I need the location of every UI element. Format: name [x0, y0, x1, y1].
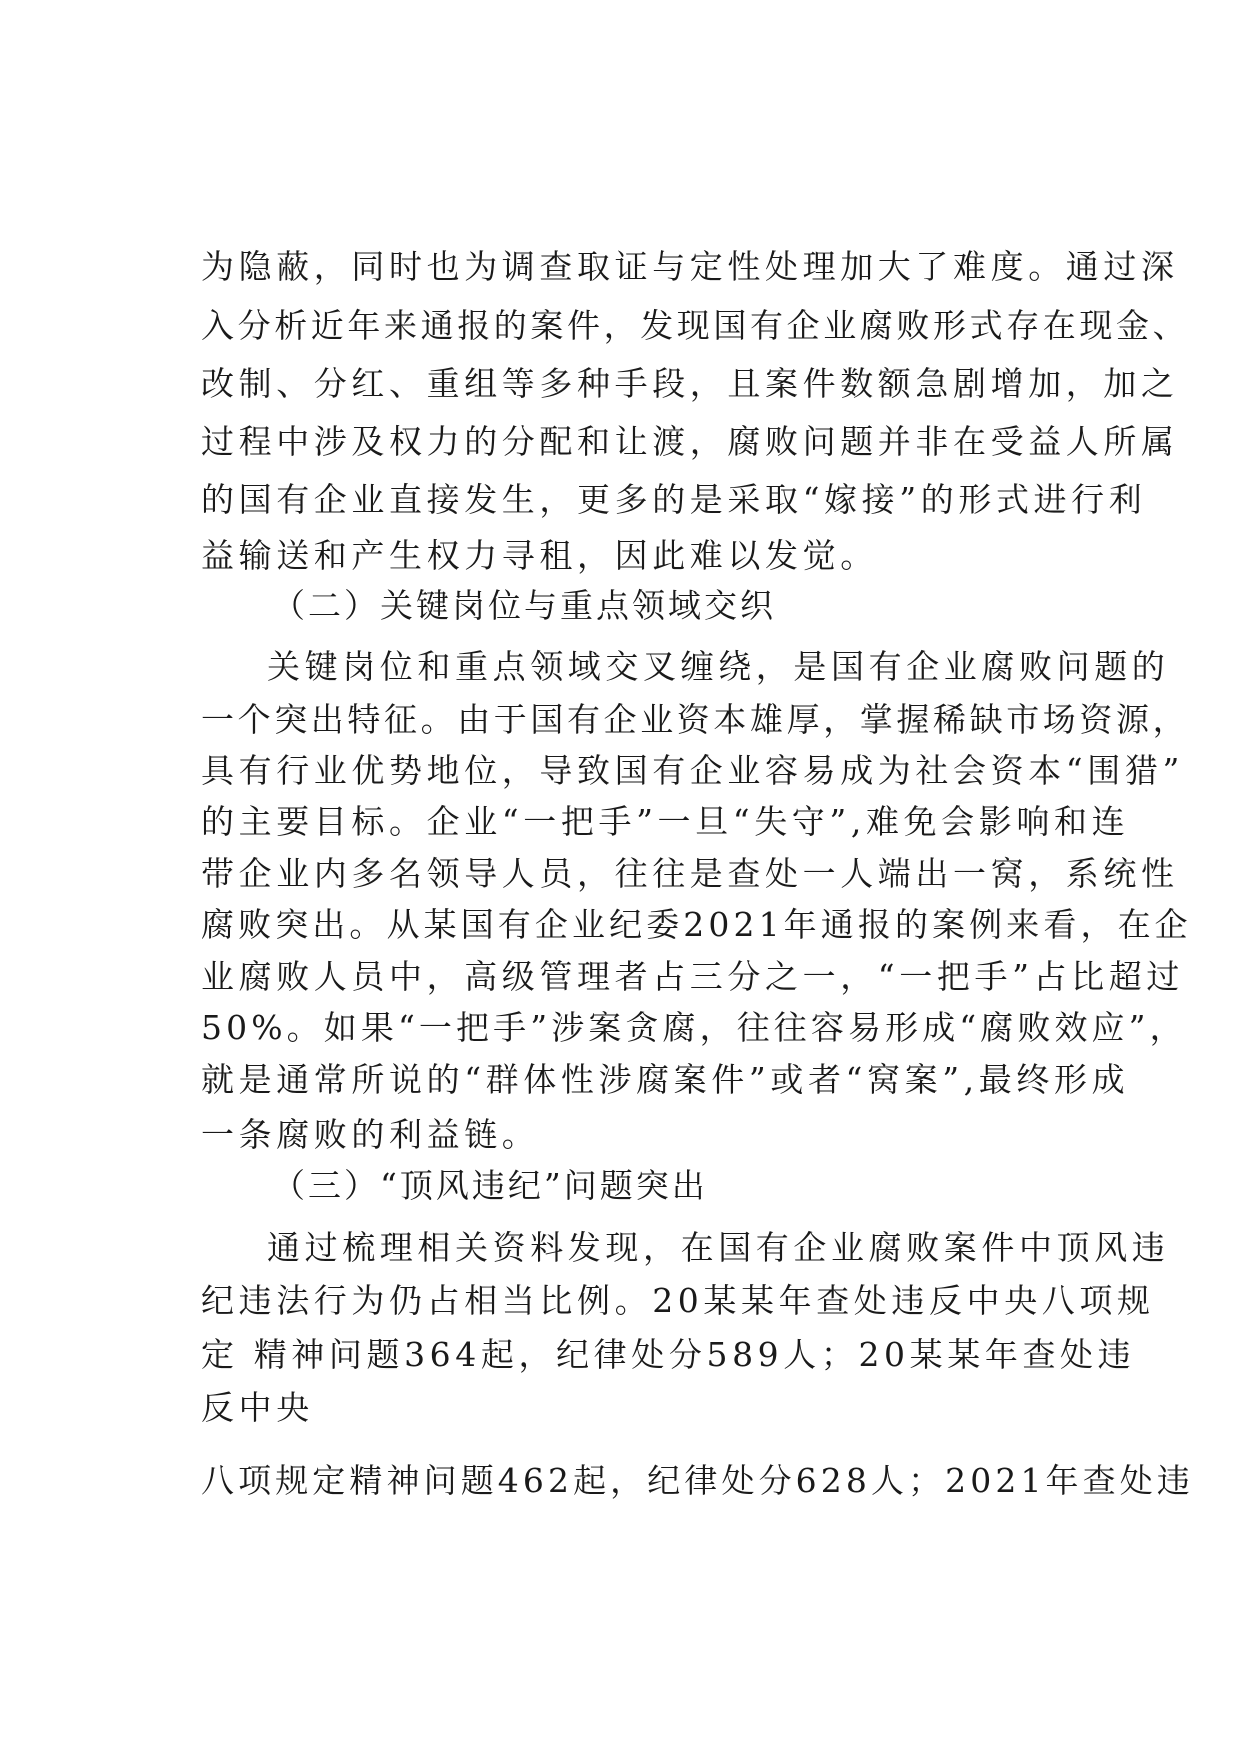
paragraph-line: 业腐败人员中，高级管理者占三分之一，“一把手”占比超过 [201, 957, 1184, 996]
paragraph-line: 关键岗位和重点领域交叉缠绕，是国有企业腐败问题的 [267, 647, 1170, 686]
paragraph-line: 定 精神问题364起，纪律处分589人；20某某年查处违 [201, 1335, 1136, 1374]
section-heading: （二）关键岗位与重点领域交织 [272, 586, 776, 625]
paragraph-line: 入分析近年来通报的案件，发现国有企业腐败形式存在现金、 [201, 306, 1190, 345]
paragraph-line: 具有行业优势地位，导致国有企业容易成为社会资本“围猎” [201, 751, 1184, 790]
paragraph-line: 一条腐败的利益链。 [201, 1115, 540, 1154]
paragraph-line: 的主要目标。企业“一把手”一旦“失守”,难免会影响和连 [201, 802, 1130, 841]
paragraph-line: 通过梳理相关资料发现，在国有企业腐败案件中顶风违 [267, 1228, 1170, 1267]
paragraph-line: 过程中涉及权力的分配和让渡，腐败问题并非在受益人所属 [201, 422, 1179, 461]
paragraph-line: 改制、分红、重组等多种手段，且案件数额急剧增加，加之 [201, 364, 1179, 403]
paragraph-line: 腐败突出。从某国有企业纪委2021年通报的案例来看，在企 [201, 905, 1192, 944]
paragraph-line: 就是通常所说的“群体性涉腐案件”或者“窝案”,最终形成 [201, 1060, 1130, 1099]
section-heading: （三）“顶风违纪”问题突出 [272, 1166, 708, 1205]
paragraph-line: 为隐蔽，同时也为调查取证与定性处理加大了难度。通过深 [201, 247, 1179, 286]
paragraph-line: 的国有企业直接发生，更多的是采取“嫁接”的形式进行利 [201, 480, 1147, 519]
paragraph-line: 一个突出特征。由于国有企业资本雄厚，掌握稀缺市场资源， [201, 700, 1190, 739]
paragraph-line: 益输送和产生权力寻租，因此难以发觉。 [201, 536, 878, 575]
paragraph-line: 反中央 [201, 1388, 314, 1427]
paragraph-line: 50%。如果“一把手”涉案贪腐，往往容易形成“腐败效应”， [201, 1008, 1187, 1047]
paragraph-line: 带企业内多名领导人员，往往是查处一人端出一窝，系统性 [201, 854, 1179, 893]
paragraph-line: 八项规定精神问题462起，纪律处分628人；2021年查处违 [201, 1461, 1194, 1500]
paragraph-line: 纪违法行为仍占相当比例。20某某年查处违反中央八项规 [201, 1281, 1155, 1320]
